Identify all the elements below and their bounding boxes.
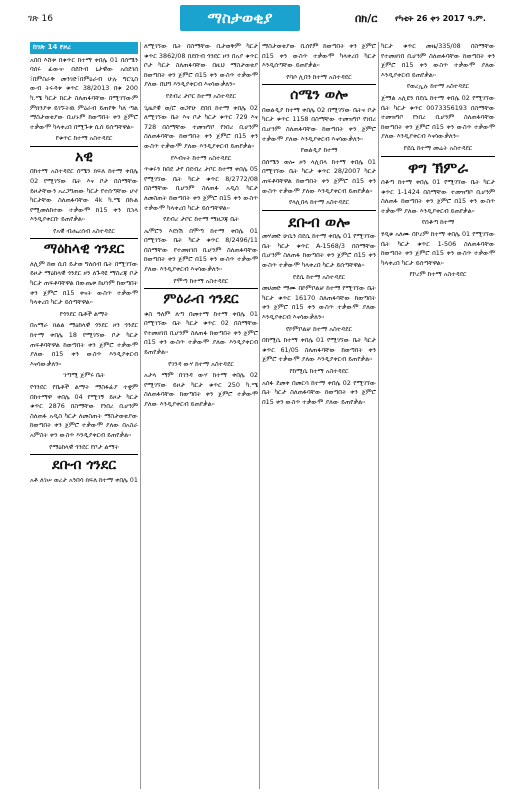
notice-text: በከሚሴ ከተማ ቀበሌ 01 የሚገኘው ቤት ካርታ ቁጥር 61/05 ስለጠፋባቸው ከወጣበት ቀን ጀምሮ ተቃውሞ ያለው እንዲያቀርብ ይጠየቃል፡፡ — [262, 336, 376, 364]
notice-text: አሰፋ ደመቀ በመርሳ ከተማ ቀበሌ 02 የሚገኘው ቤት ካርታ ስለጠፋባቸው ከወጣበት ቀን ጀምሮ በ15 ቀን ውስጥ ተቃውሞ ያለው ይጠየቃል፡፡ — [262, 378, 376, 406]
column-4 — [381, 42, 495, 789]
continued-tag: ከገጽ 14 የዞረ — [30, 42, 138, 54]
region-heading: ምዕራብ ጎንደር — [163, 291, 239, 308]
notice-text: ለሚገኘው ቤት በስማቸው ቢታወቅም ካርታ ቁጥር 3862/08 በደቡብ ጎንደር ዞን በአያ ቁጥር ቦታ ካርታ ስለጠፋባቸው በዚህ ማስታወቂያ ከወጣበት ቀን ጀምሮ በ15 ቀን ውስጥ ተቃውሞ ያለው በህግ እንዲያቀርብ እናሳውቃለን፡፡ — [144, 42, 258, 89]
column-2 — [144, 42, 258, 789]
region-heading: ዋግ ኽምራ — [407, 158, 469, 177]
notice-signature: የላሊበላ ከተማ አስተዳደር — [288, 198, 350, 207]
notice-text: ፃዲቁ አለሙ በኮረም ከተማ ቀበሌ 01 የሚገኘው ቤት ካርታ ቁጥር 1-506 ስለጠፋባቸው ከወጣበት ቀን ጀምሮ በ15 ቀን ውስጥ ተቃውሞ ካላቀረበ ካርታ ይሰጣቸዋል፡፡ — [381, 230, 495, 267]
notice-signature: የሞጣ ከተማ አስተዳደር — [173, 276, 229, 285]
issue-date: የካቲት 26 ቀን 2017 ዓ.ም. — [395, 14, 486, 23]
region-heading: ደቡብ ጎንደር — [51, 457, 117, 474]
notice-signature: የጎንደር ቤቶች ልማት — [59, 309, 109, 318]
notice-text: ጀማል አሊዩን በደሴ ከተማ ቀበሌ 02 የሚገኘው ቤት ካርታ ቁጥር 0073356193 በስማቸው ተመዝግቦ የነበረ ቢሆንም ስለጠፋባቸው ከወጣበት ቀን ጀምሮ በ15 ቀን ውስጥ ተቃውሞ ያለው እንዲያቀርብ እናሳውቃለን፡፡ — [381, 93, 495, 141]
notice-signature: የገንዳ ውሃ ከተማ አስተዳደር — [168, 359, 234, 368]
notice-separator — [30, 146, 138, 147]
notice-separator — [262, 84, 376, 85]
notice-text: አበበ እሸቱ በቁጥር ከተማ ቀበሌ 01 በሰሜን ባሰሩ ፊውና፡ በደቡብ ኒታዊው አሰደገሰ ፣በምስራቅ መንገድ፣በምዕራብ ሁሉ ግርጊስ ውብ ትሩዳቱ ቁጥር 38/2013 በቁ 200 ካ.ሜ ካርታ ከርታ ስለጠፋባቸው በሚገኘውም ምክንያቱ ይገኙትዉ ምዕራብ ይጠየቅ ካለ ጣል ማስታወቂያው ቢሆኑም ከወጣበት ቀን ጀምሮ ተቃውሞ ካላቀረበ በሚጉቱ ሲሰ ይሰጣቸዋል፡፡ — [30, 55, 138, 131]
notice-signature: የወረኢሉ ከተማ አስተዳደር — [406, 82, 470, 91]
page-label: ገጽ 16 — [28, 14, 54, 24]
notice-text: መሀመድ ማሙ በኮምቦልቻ ከተማ የሚገኘው ቤት ካርታ ቁጥር 16170 ስለጠፋባቸው ከወጣበት ቀን ጀምሮ በ15 ቀን ውስጥ ተቃውሞ ያለው እንዲያቀርብ እናሳውቃለን፡፡ — [262, 284, 376, 321]
notice-signature: የወልዲያ ከተማ — [300, 146, 338, 155]
notice-text: መሃመድ ሁሴን በደሴ ከተማ ቀበሌ 01 የሚገኘው ቤት ካርታ ቁጥር A-1568/3 በስማቸው ቢሆንም ስለጠፋ ከወጣበት ቀን ጀምሮ በ15 ቀን ውስጥ ተቃውሞ ካላቀረበ ካርታ ይሰጣቸዋል፡፡ — [262, 232, 376, 269]
region-heading: ደቡብ ወሎ — [288, 212, 350, 231]
notice-signature: የኮረም ከተማ አስተዳደር — [409, 270, 467, 279]
notice-signature: የኮምቦልቻ ከተማ አስተዳደር — [285, 324, 353, 333]
notice-text: ቁስ ዓለም ለጣ በመተማ ከተማ ቀበሌ 01 በሚገኘው ቤት ካርታ ቁጥር 02 በስማቸው የተመዘገበ ቢሆንም ስለጠፋ ከወጣበት ቀን ጀምሮ በ15 ቀን ውስጥ ተቃውሞ ያለው እንዲያቀርብ ይጠየቃል፡፡ — [144, 309, 258, 357]
column-divider — [140, 42, 141, 789]
notice-signature: የደብረ ታቦር ከተማ ማዘጋጃ ቤት — [163, 215, 239, 224]
column-1 — [30, 42, 138, 789]
notice-signature: የደሴ ከተማ አስተዳደር — [292, 272, 346, 281]
region-heading: ማዕከላዊ ጎንደር — [43, 241, 125, 258]
notice-separator — [262, 210, 376, 211]
notice-signature: የባሶ ሊበን ከተማ አስተዳደር — [286, 72, 352, 81]
notice-text: ጊዜያዊ ወ/ሮ ወጋየሁ ደበበ ከተማ ቀበሌ 02 ለሚገኘው ቤት እና ቦታ ካርታ ቁጥር 729 እና 728 በስማቸው ተመዝግቦ የነበረ ቢሆንም ስለጠፋባቸው ከወጣበት ቀን ጀምሮ በ15 ቀን ውስጥ ተቃውሞ ያለው እንዲያቀርብ ይጠየቃል፡፡ — [144, 103, 258, 150]
notice-signature: ገጣሚ ጀምሩ ቤት — [63, 371, 105, 380]
notice-separator — [30, 238, 138, 239]
notice-text: ሰቆጣ ከተማ ቀበሌ 01 የሚገኘው ቤት ካርታ ቁጥር 1-1424 በስማቸው ተመዝግቦ ቢሆንም ስለጠፋ ከወጣበት ቀን ጀምሮ በ15 ቀን ውስጥ ተቃውሞ ያለው እንዲያቀርብ ይጠየቃል፡፡ — [381, 178, 495, 215]
notice-text: ኤሞሮን እደነሽ በሞጣ ከተማ ቀበሌ 01 በሚገኘው ቤት ካርታ ቁጥር 8/2496/11 በስማቸው የተመዘገበ ቢሆንም ስለጠፋባቸው ከወጣበት ቀን ጀምሮ በ15 ቀን ውስጥ ተቃውሞ ያለው እንዲያቀርብ እናሳውቃለን፡፡ — [144, 226, 258, 274]
notice-text: የጎንደር የቤቶች ልማት ማስፋፊያ ተቋም በከተማዋ ቀበሌ 04 የሚገኝ ይዞታ ካርታ ቁጥር 2876 በስማቸው የነበረ ቢሆንም ስለጠፋ አዲስ ካርታ ለመስጠት ማስታወቂያው ከወጣበት ቀን ጀምሮ ተቃውሞ ያለው በአስራ አምስት ቀን ውስጥ እንዲያቀርብ ይጠየቃል፡፡ — [30, 383, 138, 439]
notice-text: ካርታ ቁጥር መዜ/335/08 በስማቸው የተመዘገበ ቢሆንም ስለጠፋባቸው ከወጣበት ቀን ጀምሮ በ15 ቀን ውስጥ ተቃውሞ ያለው እንዲያቀርብ ይጠየቃል፡፡ — [381, 42, 495, 79]
column-divider — [378, 42, 379, 789]
notice-signature: የደሴ ከተማ መሬት አስተዳደር — [403, 143, 473, 152]
notice-signature: የማዕከላዊ ጎንደር የቦታ ልማት — [49, 442, 119, 451]
notice-text: በሰሜን ወሎ ዞን ላሊበላ ከተማ ቀበሌ 01 በሚገኘው ቤት ካርታ ቁጥር 28/2007 ካርታ ጠፍቶባቸዋል ከወጣበት ቀን ጀምሮ በ15 ቀን ውስጥ ተቃውሞ ያለው እንዲያቀርብ ይጠየቃል፡፡ — [262, 157, 376, 195]
notice-signature: የቁጥር ከተማ አስተዳደር — [55, 134, 113, 143]
notice-text: በወልዲያ ከተማ ቀበሌ 02 በሚገኘው ቤትና ቦታ ካርታ ቁጥር 1158 በስማቸው ተመዝግቦ የነበረ ቢሆንም ስለጠፋባቸው ከወጣበት ቀን ጀምሮ ተቃውሞ ያለው እንዲያቀርብ እናሳውቃለን፡፡ — [262, 105, 376, 143]
notice-signature: የአዊ ብሔረሰብ አስተዳደር — [53, 226, 115, 235]
notice-text: ለሊም ከወ ሲበ ይታወ ግለሰብ ቤት በሚገኘው ይዞታ ማዕከላዊ ጎንደር ዞን ለጉዳዩ ማስረጃ ቦታ ካርታ ጠፍቶባቸዋል በውጤቱ ከሆነም ከወጣበት ቀን ጀምሮ በ15 ቀናት ውስጥ ተቃውሞ ካላቀረበ ካርታ ይሰጣቸዋል፡፡ — [30, 259, 138, 307]
notice-signature: የከሚሴ ከተማ አስተዳደር — [289, 366, 349, 375]
notice-text: አታላ ማም በገንዳ ውሃ ከተማ ቀበሌ 02 የሚገኘው ይዞታ ካርታ ቁጥር 250 ካ.ሜ ስለጠፋባቸው ከወጣበት ቀን ጀምሮ ተቃውሞ ያለው እንዲያቀርብ ይጠየቃል፡፡ — [144, 371, 258, 408]
region-heading: አዊ — [75, 148, 93, 165]
column-divider — [259, 42, 260, 789]
section-name: በክ/ር — [355, 12, 378, 25]
section-title-banner: ማስታወቂያ — [180, 5, 300, 31]
notice-signature: የእብናት ከተማ አስተዳደር — [170, 153, 232, 162]
notice-text: ማስታወቂያው ቢሰየም ከወጣበት ቀን ጀምሮ በ15 ቀን ውስጥ ተቃውሞ ካላቀረበ ካርታ እንዲሰጣቸው ይጠየቃል፡፡ — [262, 42, 376, 70]
notice-separator — [30, 454, 138, 455]
notice-signature: የሰቆጣ ከተማ — [421, 218, 455, 227]
notice-text: አቶ ለገሠ ወረታ አንበሳ ክፍለ ከተማ ቀበሌ 01 — [30, 475, 138, 484]
notice-text: በከተማ አስተዳደር ሰሜን ክፍለ ከተማ ቀበሌ 02 የሚገኘው ቤት እና ቦታ በስማቸው ይዞታቸውን አረጋግጠው ካርታ የተሰጣቸው ሆኖ ካርታቸው ስለጠፋባቸው 4k ካ.ሜ በኩል የሚመለከተው ተቃውሞ ከ15 ቀን በኋላ እንዲያቀርቡ ይጠየቃል፡፡ — [30, 167, 138, 224]
notice-separator — [381, 156, 495, 157]
page-header — [0, 0, 517, 34]
region-heading: ሰሜን ወሎ — [290, 87, 348, 104]
notice-separator — [144, 288, 258, 289]
notice-text: በአማራ ክልል ማዕከላዊ ጎንደር ዞን ጎንደር ከተማ ቀበሌ 18 የሚገኘው ቦታ ካርታ ጠፍቶባቸዋል ከወጣበት ቀን ጀምሮ ተቃውሞ ያለው በ15 ቀን ውስጥ እንዲያቀርብ እናሳውቃለን፡፡ — [30, 321, 138, 368]
notice-text: ጥቁሩን ከበደ ታየ በደብረ ታቦር ከተማ ቀበሌ 05 የሚገኘው ቤት ካርታ ቁጥር 8/2772/08 በስማቸው ቢሆንም ስለጠፋ አዲስ ካርታ ለመስጠት ከወጣበት ቀን ጀምሮ በ15 ቀን ውስጥ ተቃውሞ ካላቀረበ ካርታ ይሰጣቸዋል፡፡ — [144, 165, 258, 212]
notice-signature: የደብረ ታቦር ከተማ አስተዳደር — [165, 91, 237, 100]
column-3 — [262, 42, 376, 789]
